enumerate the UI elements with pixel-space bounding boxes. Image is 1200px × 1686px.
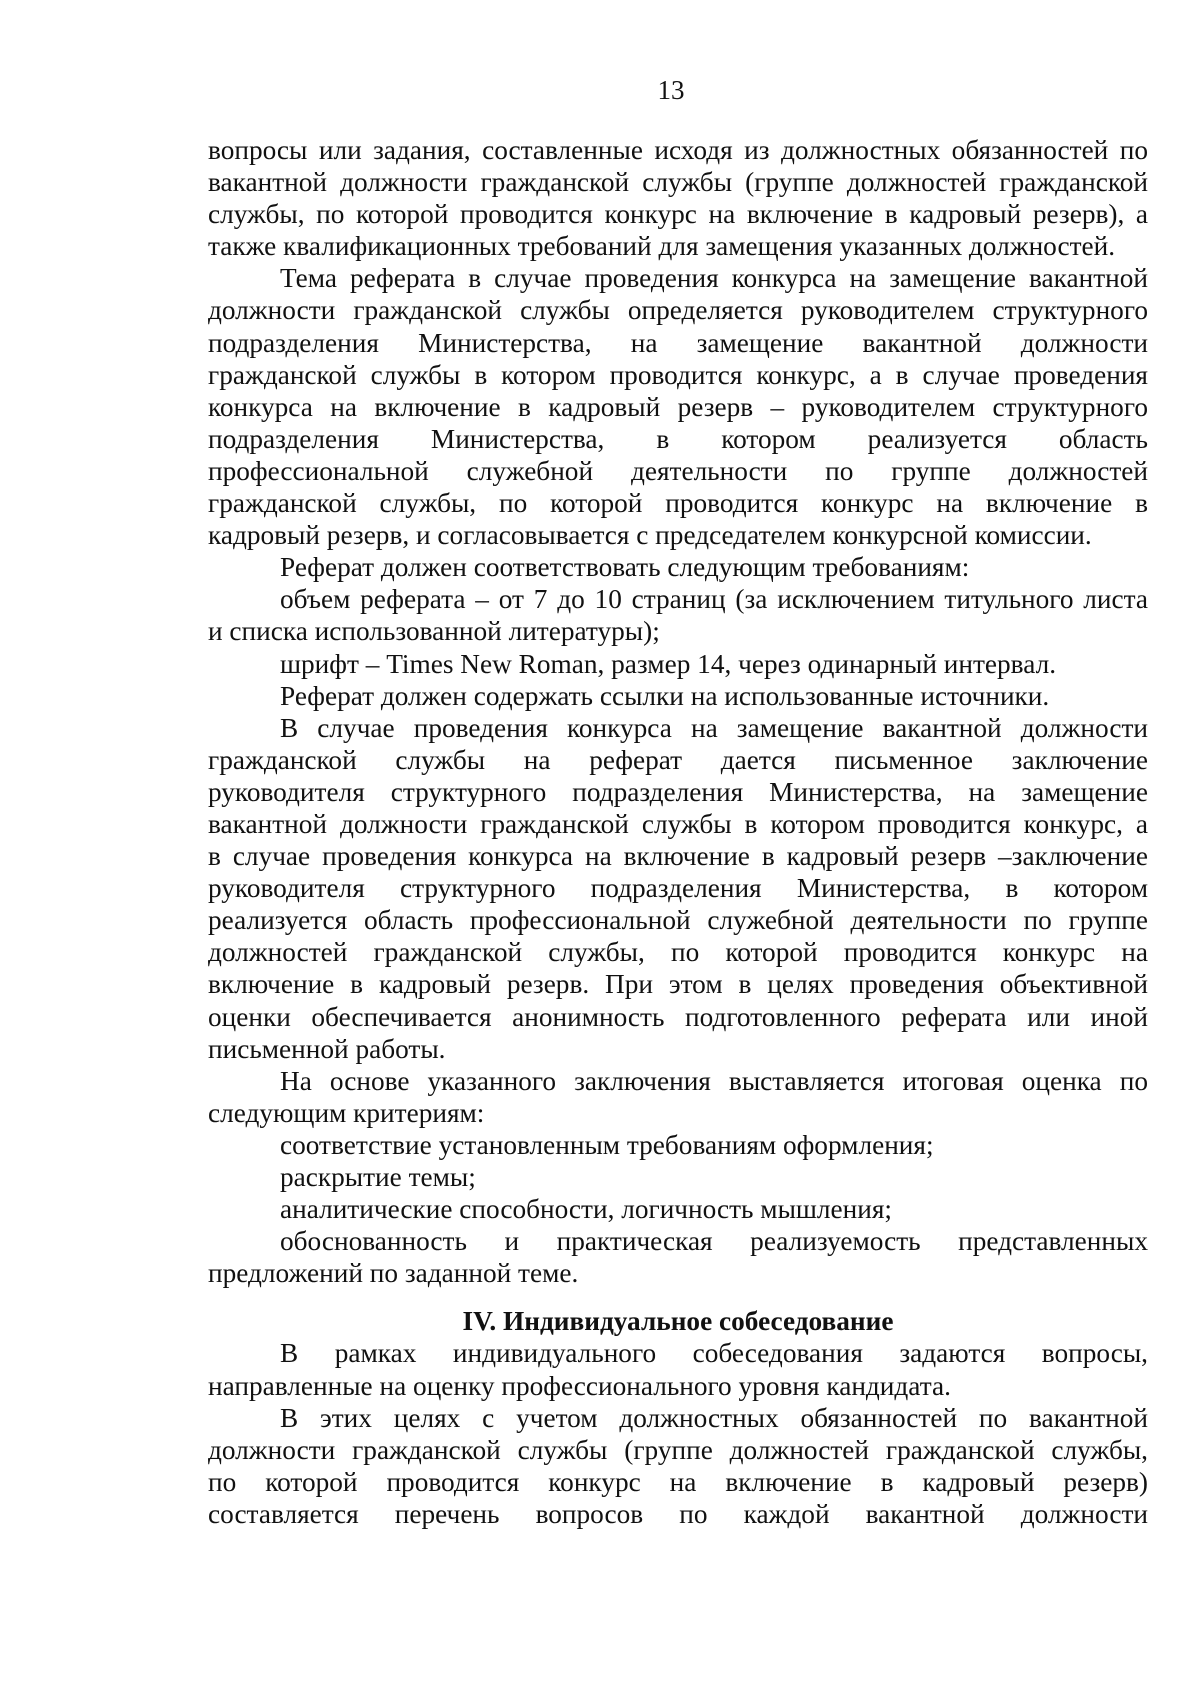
text-line: Тема реферата в случае проведения конкурса на замещение вакантной (280, 263, 1148, 294)
text-line: службы, по которой проводится конкурс на включение в кадровый резерв), а (208, 199, 1148, 230)
text-line: профессиональной служебной деятельности по группе должностей (208, 455, 1148, 486)
text-line: составляется перечень вопросов по каждой вакантной должности (208, 1498, 1148, 1529)
text-line: также квалификационных требований для замещения указанных должностей. (208, 231, 1116, 262)
text-line: вопросы или задания, составленные исходя из должностных обязанностей по (208, 135, 1148, 165)
text-line: вакантной должности гражданской службы в котором проводится конкурс, а (208, 808, 1148, 839)
body-text-before-heading (208, 134, 1148, 1289)
text-line: направленные на оценку профессионального уровня кандидата. (208, 1370, 951, 1401)
text-line: конкурса на включение в кадровый резерв – руководителем структурного (208, 391, 1148, 422)
text-line: шрифт – Times New Roman, размер 14, через одинарный интервал. (280, 648, 1057, 679)
text-line: следующим критериям: (208, 1097, 485, 1128)
text-line: В этих целях с учетом должностных обязанностей по вакантной (280, 1402, 1148, 1433)
text-line: обоснованность и практическая реализуемость представленных (280, 1226, 1148, 1257)
page-number: 13 (657, 75, 685, 105)
text-line: должностей гражданской службы, по которой проводится конкурс на (208, 937, 1148, 968)
text-line: гражданской службы в котором проводится конкурс, а в случае проведения (208, 359, 1148, 390)
text-line: включение в кадровый резерв. При этом в целях проведения объективной (208, 969, 1148, 1000)
text-line: по которой проводится конкурс на включение в кадровый резерв) (208, 1466, 1148, 1497)
text-line: должности гражданской службы (группе должностей гражданской службы, (208, 1434, 1148, 1465)
text-line: На основе указанного заключения выставляется итоговая оценка по (280, 1065, 1148, 1096)
text-line: вакантной должности гражданской службы (группе должностей гражданской (208, 167, 1148, 198)
text-line: раскрытие темы; (280, 1162, 476, 1192)
text-line: в случае проведения конкурса на включение в кадровый резерв –заключение (208, 841, 1148, 872)
text-line: гражданской службы на реферат дается письменное заключение (208, 744, 1148, 775)
text-line: и списка использованной литературы); (208, 616, 660, 647)
text-line: В случае проведения конкурса на замещение вакантной должности (280, 712, 1148, 743)
text-line: подразделения Министерства, в котором реализуется область (208, 423, 1148, 454)
text-line: предложений по заданной теме. (208, 1258, 579, 1289)
text-line: Реферат должен содержать ссылки на использованные источники. (280, 680, 1050, 711)
body-text-after-heading (208, 1337, 1148, 1530)
text-line: реализуется область профессиональной служебной деятельности по группе (208, 905, 1148, 936)
section-heading: IV. Индивидуальное собеседование (462, 1306, 894, 1337)
text-line: объем реферата – от 7 до 10 страниц (за исключением титульного листа (280, 584, 1148, 615)
text-line: Реферат должен соответствовать следующим требованиям: (280, 552, 970, 583)
document-body (208, 134, 1148, 1530)
text-line: подразделения Министерства, на замещение вакантной должности (208, 327, 1148, 358)
text-line: кадровый резерв, и согласовывается с председателем конкурсной комиссии. (208, 520, 1092, 551)
text-line: должности гражданской службы определяется руководителем структурного (208, 295, 1148, 326)
text-line: аналитические способности, логичность мышления; (280, 1194, 893, 1225)
text-line: соответствие установленным требованиям оформления; (280, 1129, 934, 1160)
text-line: руководителя структурного подразделения Министерства, в котором (208, 873, 1148, 904)
text-line: гражданской службы, по которой проводится конкурс на включение в (208, 488, 1148, 519)
text-line: письменной работы. (208, 1033, 446, 1064)
text-line: оценки обеспечивается анонимность подготовленного реферата или иной (208, 1001, 1148, 1032)
text-line: руководителя структурного подразделения Министерства, на замещение (208, 776, 1148, 807)
text-line: В рамках индивидуального собеседования задаются вопросы, (280, 1338, 1148, 1369)
